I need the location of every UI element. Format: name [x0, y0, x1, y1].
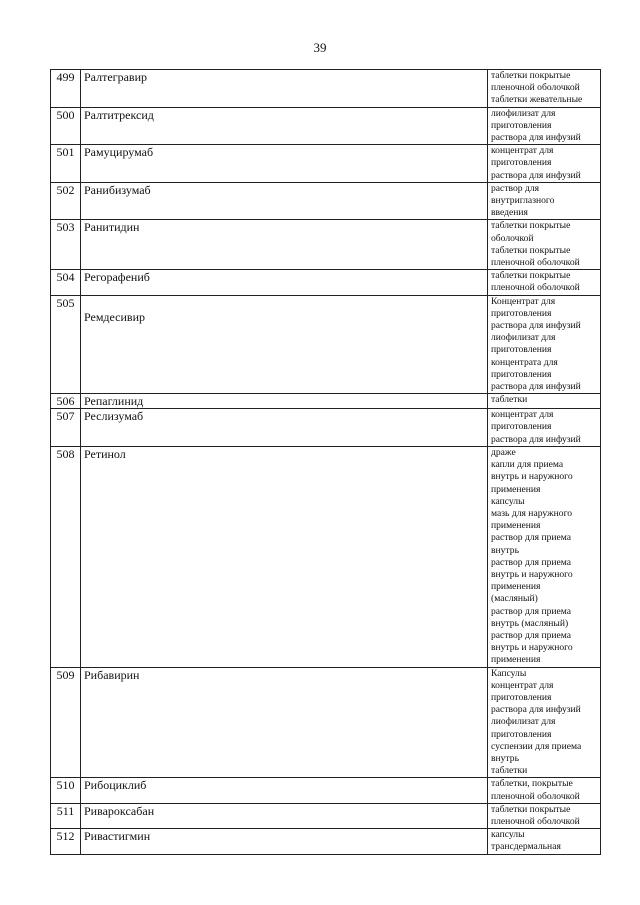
dosage-form-line: приготовления — [491, 691, 552, 703]
dosage-forms — [488, 778, 601, 803]
dosage-forms — [488, 70, 601, 108]
row-number: 511 — [51, 803, 81, 828]
row-number: 507 — [51, 409, 81, 447]
row-number: 510 — [51, 778, 81, 803]
dosage-form-line: трансдермальная — [491, 841, 561, 853]
dosage-forms — [488, 409, 601, 447]
dosage-forms — [488, 270, 601, 295]
dosage-form-line: таблетки, покрытые — [491, 778, 573, 790]
dosage-forms — [488, 295, 601, 394]
dosage-form-line: введения — [491, 207, 528, 219]
dosage-form-line: таблетки покрытые — [491, 270, 571, 282]
dosage-forms — [488, 446, 601, 667]
dosage-forms — [488, 145, 601, 183]
dosage-form-line: капсулы — [491, 829, 525, 841]
dosage-form-line: раствора для инфузий — [491, 381, 581, 393]
dosage-form-line: раствор для приема — [491, 605, 572, 617]
dosage-form-line: раствор для приема — [491, 532, 572, 544]
dosage-form-line: пленочной оболочкой — [491, 790, 580, 802]
table-row: 512 Ривастигмин капсулы трансдермальная — [51, 829, 601, 854]
row-number: 503 — [51, 220, 81, 270]
dosage-form-line: оболочкой — [491, 232, 534, 244]
dosage-form-line: внутрь — [491, 544, 519, 556]
dosage-form-line: пленочной оболочкой — [491, 82, 580, 94]
dosage-form-line: раствора для инфузий — [491, 433, 581, 445]
dosage-form-line: таблетки покрытые — [491, 244, 571, 256]
dosage-form-line: таблетки — [491, 394, 528, 406]
dosage-form-line: концентрата для — [491, 356, 558, 368]
dosage-forms — [488, 803, 601, 828]
dosage-form-line: мазь для наружного — [491, 507, 573, 519]
table-row: 506 Репаглинид таблетки — [51, 394, 601, 409]
dosage-form-line: применения — [491, 520, 541, 532]
row-number: 505 — [51, 295, 81, 394]
table-row: 503 Ранитидин таблетки покрытые оболочкой таблетки покрытые пленочной оболочкой — [51, 220, 601, 270]
dosage-form-line: внутрь и наружного — [491, 471, 573, 483]
dosage-form-line: капли для приема — [491, 459, 564, 471]
dosage-forms — [488, 394, 601, 409]
table-row: 502 Ранибизумаб раствор для внутриглазного введения — [51, 182, 601, 220]
empty-cell — [81, 667, 488, 778]
dosage-form-line: раствор для приема — [491, 629, 572, 641]
table-row: 511 Ривароксабан таблетки покрытые пленочной оболочкой — [51, 803, 601, 828]
dosage-form-line: Капсулы — [491, 667, 527, 679]
dosage-form-line: приготовления — [491, 307, 552, 319]
row-number: 502 — [51, 182, 81, 220]
row-number: 500 — [51, 107, 81, 145]
dosage-form-line: раствора для инфузий — [491, 132, 581, 144]
dosage-form-line: внутрь и наружного — [491, 568, 573, 580]
dosage-form-line: применения — [491, 483, 541, 495]
dosage-form-line: концентрат для — [491, 679, 554, 691]
empty-cell — [81, 220, 488, 270]
dosage-form-line: раствор для приема — [491, 556, 572, 568]
dosage-form-line: Концентрат для — [491, 295, 556, 307]
dosage-form-line: внутрь — [491, 752, 519, 764]
row-number: 504 — [51, 270, 81, 295]
dosage-form-line: приготовления — [491, 728, 552, 740]
empty-cell — [81, 446, 488, 667]
row-number: 509 — [51, 667, 81, 778]
dosage-form-line: лиофилизат для — [491, 716, 556, 728]
dosage-form-line: лиофилизат для — [491, 332, 556, 344]
dosage-form-line: раствора для инфузий — [491, 320, 581, 332]
dosage-form-line: применения — [491, 581, 541, 593]
dosage-forms — [488, 107, 601, 145]
table-row: 508 Ретинол драже капли для приема внутрь и наружного применения капсулы мазь для наружного применения раствор для приема внутрь раствор для приема внутрь и наружного применения (масляный) раствор для приема внутрь (масляный) раствор для приема внутрь и наружного применения — [51, 446, 601, 667]
dosage-form-line: капсулы — [491, 495, 525, 507]
row-number: 508 — [51, 446, 81, 667]
dosage-form-line: (масляный) — [491, 593, 538, 605]
table-row: 501 Рамуцирумаб концентрат для приготовления раствора для инфузий — [51, 145, 601, 183]
dosage-form-line: раствора для инфузий — [491, 704, 581, 716]
table-row: 509 Рибавирин Капсулы концентрат для приготовления раствора для инфузий лиофилизат для приготовления суспензии для приема внутрь таблетки — [51, 667, 601, 778]
dosage-form-line: приготовления — [491, 157, 552, 169]
dosage-form-line: концентрат для — [491, 145, 554, 157]
dosage-form-line: приготовления — [491, 119, 552, 131]
dosage-form-line: таблетки покрытые — [491, 220, 571, 232]
table-row: 507 Реслизумаб концентрат для приготовления раствора для инфузий — [51, 409, 601, 447]
row-number: 501 — [51, 145, 81, 183]
dosage-form-line: внутрь (масляный) — [491, 617, 569, 629]
row-number: 499 — [51, 70, 81, 108]
row-number: 512 — [51, 829, 81, 854]
dosage-form-line: концентрат для — [491, 409, 554, 421]
dosage-form-line: приготовления — [491, 344, 552, 356]
table-row: 510 Рибоциклиб таблетки, покрытые пленочной оболочкой — [51, 778, 601, 803]
table-row: 505 Ремдесивир Концентрат для приготовления раствора для инфузий лиофилизат для приготовления концентрата для приготовления раствора для инфузий — [51, 295, 601, 394]
dosage-form-line: таблетки — [491, 765, 528, 777]
dosage-form-line: применения — [491, 654, 541, 666]
dosage-forms — [488, 182, 601, 220]
page-number: 39 — [313, 40, 327, 55]
table-row: 499 Ралтегравир таблетки покрытые пленочной оболочкой таблетки жевательные — [51, 70, 601, 108]
drug-table — [50, 69, 601, 855]
dosage-forms — [488, 829, 601, 854]
row-number: 506 — [51, 394, 81, 409]
dosage-form-line: драже — [491, 446, 516, 458]
dosage-form-line: раствора для инфузий — [491, 169, 581, 181]
dosage-form-line: пленочной оболочкой — [491, 257, 580, 269]
dosage-form-line: таблетки жевательные — [491, 94, 583, 106]
table-row: 504 Регорафениб таблетки покрытые пленочной оболочкой — [51, 270, 601, 295]
dosage-form-line: внутрь и наружного — [491, 642, 573, 654]
dosage-form-line: лиофилизат для — [491, 107, 556, 119]
dosage-form-line: раствор для — [491, 182, 540, 194]
dosage-form-line: приготовления — [491, 368, 552, 380]
dosage-form-line: таблетки покрытые — [491, 70, 571, 81]
table-row: 500 Ралтитрексид лиофилизат для приготовления раствора для инфузий — [51, 107, 601, 145]
dosage-forms — [488, 667, 601, 778]
dosage-form-line: суспензии для приема — [491, 740, 582, 752]
dosage-form-line: приготовления — [491, 421, 552, 433]
dosage-form-line: пленочной оболочкой — [491, 282, 580, 294]
dosage-form-line: внутриглазного — [491, 195, 555, 207]
dosage-form-line: пленочной оболочкой — [491, 815, 580, 827]
table-body — [51, 70, 601, 855]
dosage-forms — [488, 220, 601, 270]
dosage-form-line: таблетки покрытые — [491, 803, 571, 815]
